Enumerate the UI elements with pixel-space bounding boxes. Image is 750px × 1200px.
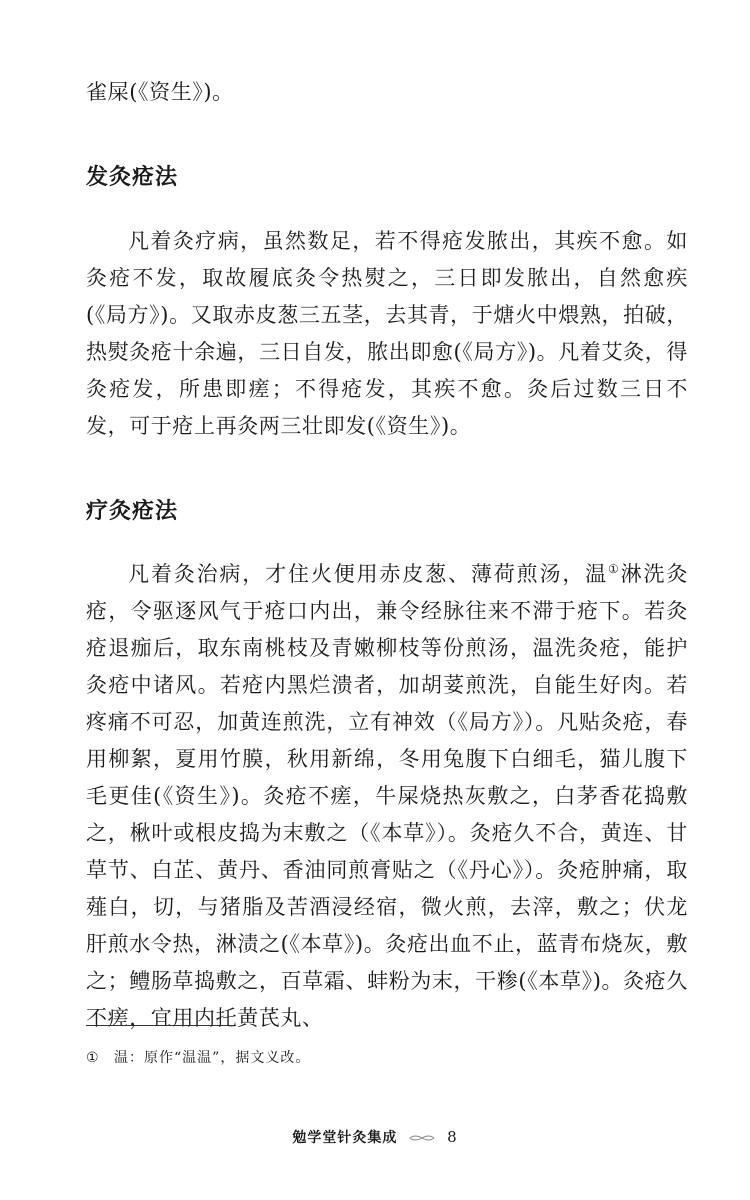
- footnote-text: 温：原作“温温”，据文义改。: [114, 1050, 311, 1066]
- section-paragraph-fajiu: 凡着灸疗病，虽然数足，若不得疮发脓出，其疾不愈。如灸疮不发，取故履底灸令热熨之，三日即发脓出，自然愈疾(《局方》)。又取赤皮葱三五茎，去其青，于煻火中煨熟，拍破，热熨灸疮十余遍，三日自发，脓出即愈(《局方》)。凡着艾灸，得灸疮发，所患即瘥；不得疮发，其疾不愈。灸后过数三日不发，可于疮上再灸两三壮即发(《资生》)。: [86, 229, 688, 438]
- footnote: [86, 1048, 310, 1068]
- footnote-divider: [86, 1025, 234, 1026]
- page-number: 8: [447, 1128, 458, 1146]
- running-title: 勉学堂针灸集成: [292, 1130, 398, 1146]
- continuation-line: 雀屎(《资生》)。: [86, 80, 234, 104]
- paragraph-text-before-note: 凡着灸治病，才住火便用赤皮葱、薄荷煎汤，温: [128, 562, 609, 586]
- section-heading-fajiu: 发灸疮法: [86, 165, 179, 190]
- footnote-reference[interactable]: ①: [608, 562, 621, 576]
- section-heading-liaojiu: 疗灸疮法: [86, 499, 179, 524]
- footnote-mark: ①: [86, 1050, 100, 1066]
- page-footer: [0, 1127, 750, 1147]
- section-paragraph-liaojiu: [86, 556, 688, 1037]
- ornament-icon: [409, 1134, 435, 1142]
- paragraph-text-after-note: 淋洗灸疮，令驱逐风气于疮口内出，兼令经脉往来不滞于疮下。若灸疮退痂后，取东南桃枝及青嫩柳枝等份煎汤，温洗灸疮，能护灸疮中诸风。若疮内黑烂溃者，加胡荽煎洗，自能生好肉。若疼痛不可忍，加黄连煎洗，立有神效（《局方》）。凡贴灸疮，春用柳絮，夏用竹膜，秋用新绵，冬用兔腹下白细毛，猫儿腹下毛更佳(《资生》)。灸疮不瘥，牛屎烧热灰敷之，白茅香花捣敷之，楸叶或根皮捣为末敷之（《本草》）。灸疮久不合，黄连、甘草节、白芷、黄丹、香油同煎膏贴之（《丹心》）。灸疮肿痛，取薤白，切，与猪脂及苦酒浸经宿，微火煎，去滓，敷之；伏龙肝煎水令热，淋渍之(《本草》)。灸疮出血不止，蓝青布烧灰，敷之；鳢肠草捣敷之，百草霜、蚌粉为末，干糁(《本草》)。灸疮久不瘥，宜用内托黄芪丸、: [86, 562, 688, 1030]
